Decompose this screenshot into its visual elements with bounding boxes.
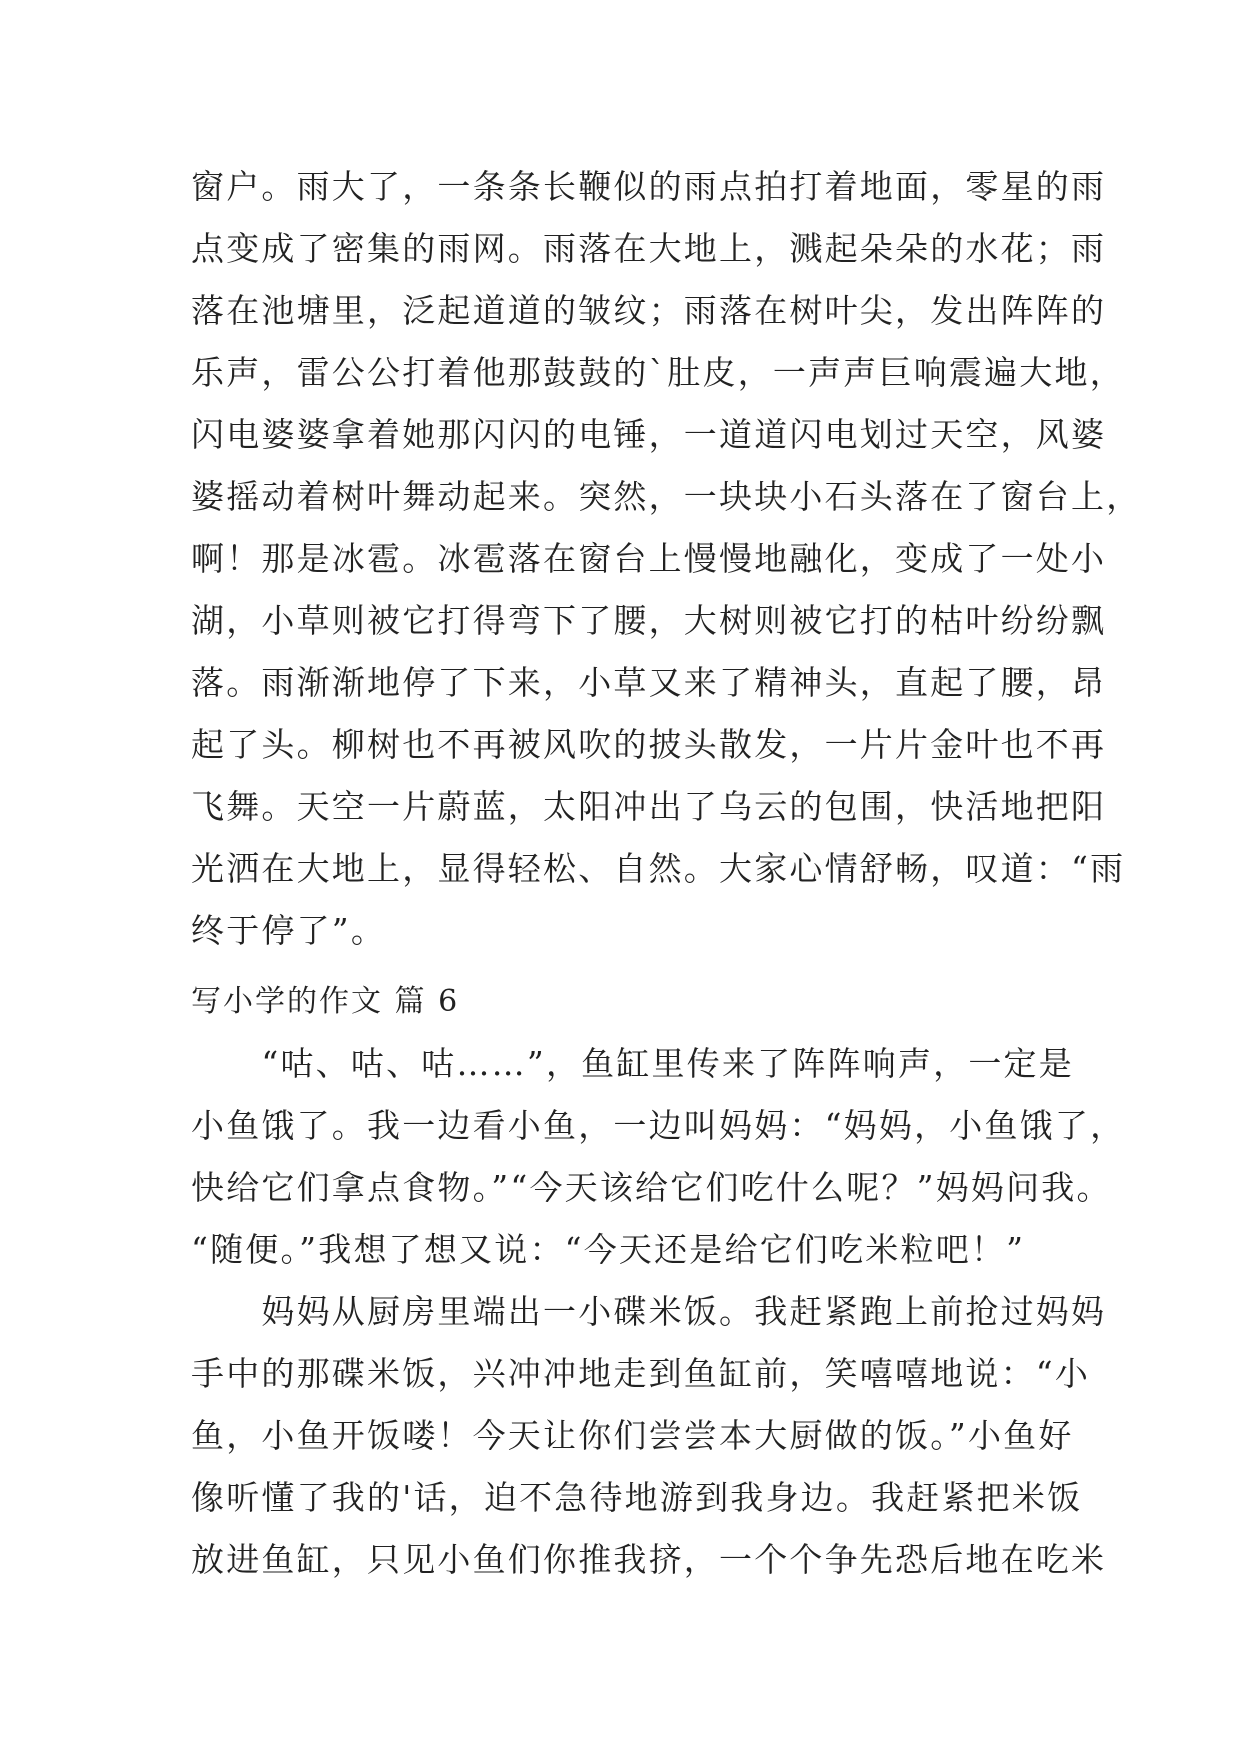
text-line: 落。雨渐渐地停了下来，小草又来了精神头，直起了腰，昂 bbox=[191, 663, 1107, 702]
text-line: 鱼，小鱼开饭喽！今天让你们尝尝本大厨做的饭。”小鱼好 bbox=[191, 1416, 1074, 1455]
text-line: 放进鱼缸，只见小鱼们你推我挤，一个个争先恐后地在吃米 bbox=[191, 1540, 1107, 1579]
text-line: 点变成了密集的雨网。雨落在大地上，溅起朵朵的水花；雨 bbox=[191, 229, 1107, 268]
text-line: 起了头。柳树也不再被风吹的披头散发，一片片金叶也不再 bbox=[191, 725, 1107, 764]
text-line: “咕、咕、咕……”，鱼缸里传来了阵阵响声，一定是 bbox=[191, 1044, 1074, 1083]
text-line: 婆摇动着树叶舞动起来。突然，一块块小石头落在了窗台上， bbox=[191, 477, 1142, 516]
text-line: 终于停了”。 bbox=[191, 911, 387, 950]
text-line: 手中的那碟米饭，兴冲冲地走到鱼缸前，笑嘻嘻地说：“小 bbox=[191, 1354, 1091, 1393]
text-line: 湖，小草则被它打得弯下了腰，大树则被它打的枯叶纷纷飘 bbox=[191, 601, 1107, 640]
text-line: 光洒在大地上，显得轻松、自然。大家心情舒畅，叹道：“雨 bbox=[191, 849, 1126, 888]
text-line: 小鱼饿了。我一边看小鱼，一边叫妈妈：“妈妈，小鱼饿了， bbox=[191, 1106, 1126, 1145]
section-heading-block bbox=[191, 971, 1051, 1033]
paragraph-rain bbox=[191, 156, 1142, 962]
text-line: “随便。”我想了想又说：“今天还是给它们吃米粒吧！” bbox=[191, 1230, 1026, 1269]
text-line: 落在池塘里，泛起道道的皱纹；雨落在树叶尖，发出阵阵的 bbox=[191, 291, 1107, 330]
text-line: 像听懂了我的'话，迫不急待地游到我身边。我赶紧把米饭 bbox=[191, 1478, 1083, 1517]
paragraph-fish bbox=[191, 1033, 1126, 1591]
text-line: 飞舞。天空一片蔚蓝，太阳冲出了乌云的包围，快活地把阳 bbox=[191, 787, 1107, 826]
text-line: 啊！那是冰雹。冰雹落在窗台上慢慢地融化，变成了一处小 bbox=[191, 539, 1107, 578]
text-line: 妈妈从厨房里端出一小碟米饭。我赶紧跑上前抢过妈妈 bbox=[191, 1292, 1107, 1331]
text-line: 乐声，雷公公打着他那鼓鼓的`肚皮，一声声巨响震遍大地， bbox=[191, 353, 1125, 392]
text-line: 窗户。雨大了，一条条长鞭似的雨点拍打着地面，零星的雨 bbox=[191, 167, 1107, 206]
text-line: 闪电婆婆拿着她那闪闪的电锤，一道道闪电划过天空，风婆 bbox=[191, 415, 1107, 454]
section-heading: 写小学的作文 篇 6 bbox=[191, 984, 460, 1019]
text-line: 快给它们拿点食物。”“今天该给它们吃什么呢？”妈妈问我。 bbox=[191, 1168, 1112, 1207]
